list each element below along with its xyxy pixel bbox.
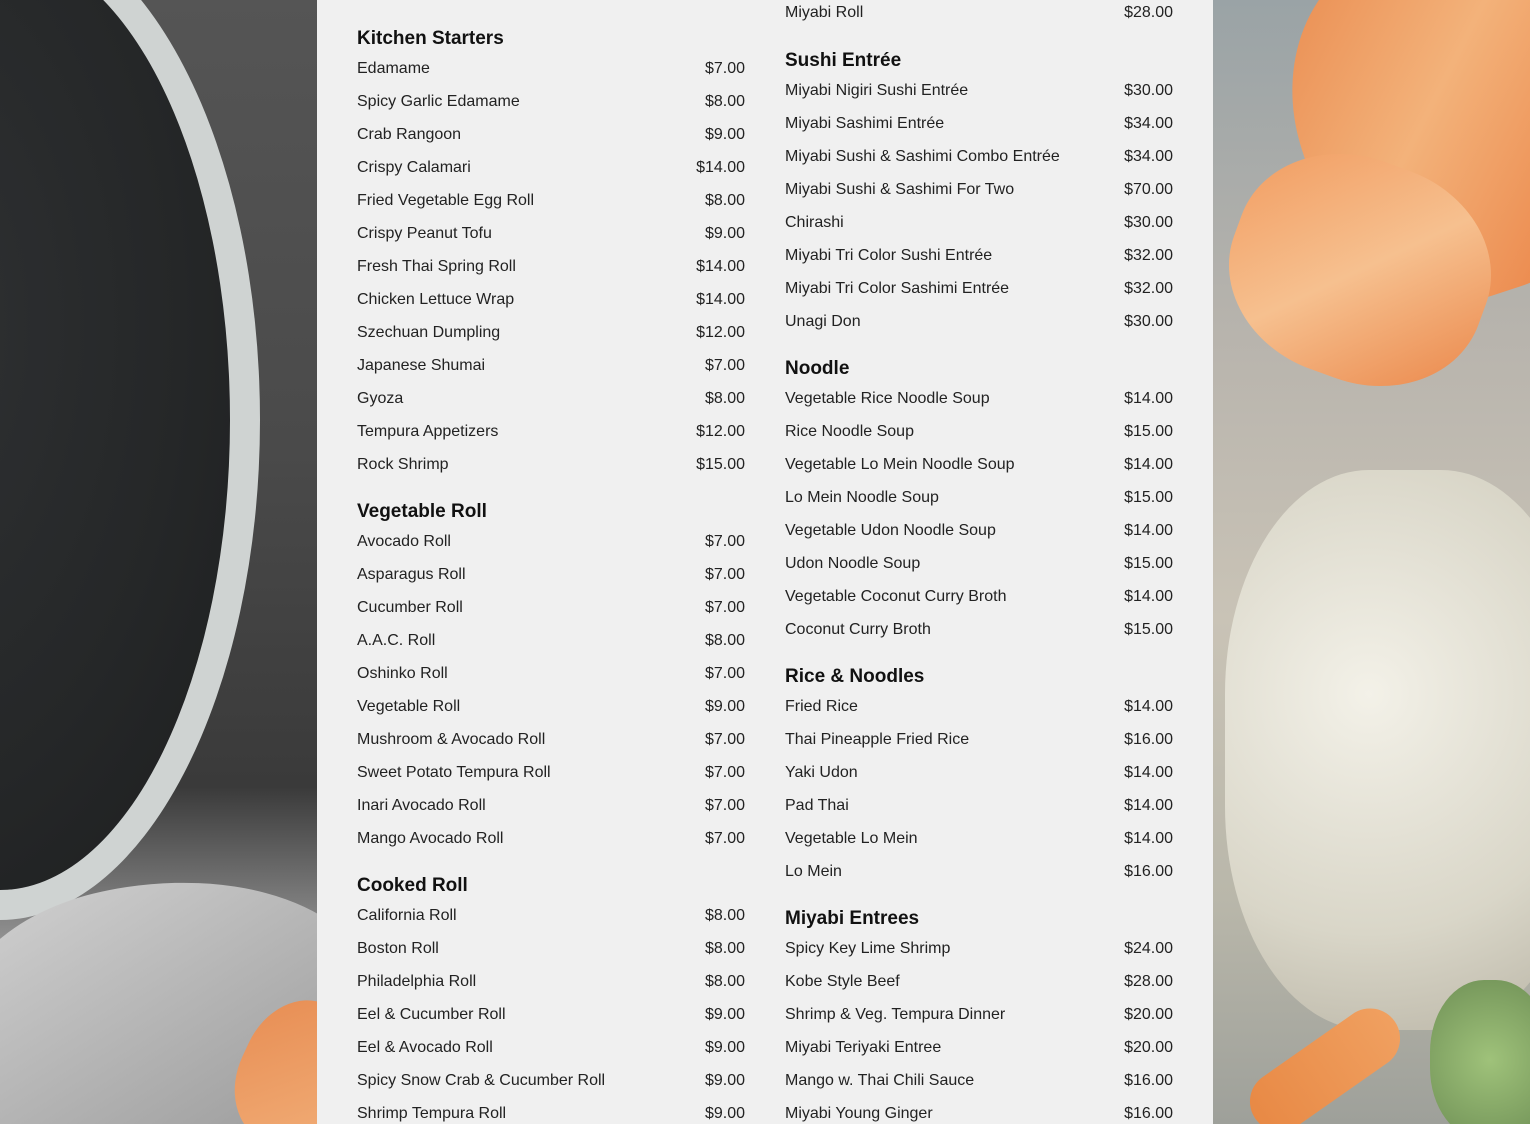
menu-item-cut xyxy=(357,0,745,6)
menu-item-price: $28.00 xyxy=(1124,973,1173,990)
menu-item xyxy=(785,280,1173,300)
menu-item-name: Miyabi Sushi & Sashimi Combo Entrée xyxy=(785,148,1060,165)
menu-item xyxy=(357,830,745,850)
section-title: Miyabi Entrees xyxy=(785,908,920,929)
section-title: Noodle xyxy=(785,358,850,379)
menu-item-name: Eel & Avocado Roll xyxy=(357,1039,493,1056)
menu-item-price: $8.00 xyxy=(704,940,745,957)
menu-item-price: $15.00 xyxy=(1124,423,1173,440)
menu-item-price: $30.00 xyxy=(1124,82,1173,99)
menu-item xyxy=(357,192,745,212)
menu-item xyxy=(785,214,1173,234)
menu-item-price: $7.00 xyxy=(704,764,745,781)
menu-item-name: Japanese Shumai xyxy=(357,357,486,374)
menu-item-name: Mango Avocado Roll xyxy=(357,830,504,847)
section-title: Cooked Roll xyxy=(357,875,468,896)
menu-item-name: Miyabi Nigiri Sushi Entrée xyxy=(785,82,969,99)
menu-item-name: Fried Vegetable Egg Roll xyxy=(357,192,534,209)
menu-item-name: Miyabi Tri Color Sushi Entrée xyxy=(785,247,993,264)
menu-item xyxy=(785,698,1173,718)
menu-item-price: $34.00 xyxy=(1124,115,1173,132)
menu-item-price: $14.00 xyxy=(1124,522,1173,539)
menu-item-price: $7.00 xyxy=(704,797,745,814)
menu-item-name: Coconut Curry Broth xyxy=(785,621,931,638)
menu-item-price: $8.00 xyxy=(704,632,745,649)
menu-item xyxy=(785,940,1173,960)
menu-item-price: $16.00 xyxy=(1124,1105,1173,1122)
menu-item-price: $34.00 xyxy=(1124,148,1173,165)
menu-item xyxy=(357,731,745,751)
menu-item xyxy=(785,1039,1173,1059)
menu-item xyxy=(357,698,745,718)
menu-item-name: Udon Noodle Soup xyxy=(785,555,921,572)
menu-item xyxy=(357,599,745,619)
menu-item-price: $20.00 xyxy=(1124,1039,1173,1056)
menu-item xyxy=(357,60,745,80)
menu-item xyxy=(357,764,745,784)
garnish-image xyxy=(1430,980,1530,1124)
menu-item-price: $32.00 xyxy=(1124,280,1173,297)
menu-item xyxy=(785,522,1173,542)
menu-item-name: Miyabi Young Ginger xyxy=(785,1105,933,1122)
menu-item-name: Tempura Appetizers xyxy=(357,423,499,440)
menu-item-name: Vegetable Rice Noodle Soup xyxy=(785,390,990,407)
menu-item-price: $7.00 xyxy=(704,60,745,77)
menu-item-name: Oshinko Roll xyxy=(357,665,448,682)
menu-item-name: Edamame xyxy=(357,60,430,77)
menu-item-name: Fried Rice xyxy=(785,698,858,715)
menu-item-price: $7.00 xyxy=(704,566,745,583)
menu-item-price: $14.00 xyxy=(1124,456,1173,473)
menu-item-price: $14.00 xyxy=(1124,797,1173,814)
menu-item-price: $7.00 xyxy=(704,830,745,847)
menu-item-price: $15.00 xyxy=(696,456,745,473)
menu-item xyxy=(357,258,745,278)
menu-item xyxy=(357,225,745,245)
menu-item-price: $7.00 xyxy=(704,731,745,748)
menu-item-price: $8.00 xyxy=(704,93,745,110)
menu-item-price: $7.00 xyxy=(704,665,745,682)
menu-item xyxy=(357,93,745,113)
menu-item-price: $24.00 xyxy=(1124,940,1173,957)
menu-item-price: $9.00 xyxy=(704,1072,745,1089)
menu-item-name: Unagi Don xyxy=(785,313,861,330)
menu-item xyxy=(357,566,745,586)
menu-item xyxy=(785,148,1173,168)
menu-item-name: Lo Mein xyxy=(785,863,842,880)
menu-item-name: Kobe Style Beef xyxy=(785,973,900,990)
menu-item xyxy=(785,181,1173,201)
menu-item-name: Miyabi Sushi & Sashimi For Two xyxy=(785,181,1015,198)
menu-item xyxy=(357,1072,745,1092)
menu-item-name: Boston Roll xyxy=(357,940,439,957)
menu-item xyxy=(785,863,1173,883)
menu-item-name: Shrimp Tempura Roll xyxy=(357,1105,507,1122)
menu-item-price: $7.00 xyxy=(704,357,745,374)
menu-item-name: Spicy Garlic Edamame xyxy=(357,93,520,110)
menu-item-name: Crab Rangoon xyxy=(357,126,462,143)
menu-item-price: $32.00 xyxy=(1124,247,1173,264)
menu-item-price: $30.00 xyxy=(1124,214,1173,231)
menu-item-name: Vegetable Lo Mein xyxy=(785,830,918,847)
menu-item xyxy=(785,731,1173,751)
menu-item-name: Sweet Potato Tempura Roll xyxy=(357,764,551,781)
menu-item-name: Yaki Udon xyxy=(785,764,858,781)
menu-item-name: Fresh Thai Spring Roll xyxy=(357,258,516,275)
menu-item-name: California Roll xyxy=(357,907,457,924)
menu-item-price: $8.00 xyxy=(704,907,745,924)
menu-item-price: $14.00 xyxy=(1124,390,1173,407)
menu-item xyxy=(785,764,1173,784)
menu-item-price: $14.00 xyxy=(696,291,745,308)
menu-item-name: Chicken Lettuce Wrap xyxy=(357,291,515,308)
menu-item-name: Chirashi xyxy=(785,214,844,231)
menu-item xyxy=(785,489,1173,509)
menu-item-price: $15.00 xyxy=(1124,555,1173,572)
menu-item xyxy=(357,357,745,377)
menu-item-name: Vegetable Roll xyxy=(357,698,461,715)
menu-item-name: Avocado Roll xyxy=(357,533,451,550)
menu-item-name: Gyoza xyxy=(357,390,404,407)
menu-item-name: Cucumber Roll xyxy=(357,599,463,616)
menu-item-name xyxy=(357,0,361,4)
section-title: Kitchen Starters xyxy=(357,28,504,49)
menu-item xyxy=(357,423,745,443)
menu-item-name: Rice Noodle Soup xyxy=(785,423,914,440)
menu-item xyxy=(785,797,1173,817)
menu-item xyxy=(357,291,745,311)
menu-item-price: $7.00 xyxy=(704,599,745,616)
menu-item xyxy=(785,456,1173,476)
menu-item-price: $7.00 xyxy=(704,533,745,550)
menu-item-name: Spicy Snow Crab & Cucumber Roll xyxy=(357,1072,606,1089)
menu-item-name: A.A.C. Roll xyxy=(357,632,436,649)
menu-item xyxy=(785,830,1173,850)
menu-item-price: $14.00 xyxy=(696,159,745,176)
menu-item-price: $16.00 xyxy=(1124,731,1173,748)
menu-item-name: Szechuan Dumpling xyxy=(357,324,501,341)
menu-item xyxy=(785,82,1173,102)
section-title: Vegetable Roll xyxy=(357,501,487,522)
menu-item-name: Lo Mein Noodle Soup xyxy=(785,489,939,506)
menu-item-price: $15.00 xyxy=(1124,621,1173,638)
menu-item xyxy=(357,126,745,146)
menu-item xyxy=(785,115,1173,135)
menu-item-name: Vegetable Lo Mein Noodle Soup xyxy=(785,456,1015,473)
menu-item xyxy=(357,665,745,685)
menu-panel xyxy=(317,0,1213,1124)
menu-item-price: $20.00 xyxy=(1124,1006,1173,1023)
menu-item-name: Crispy Peanut Tofu xyxy=(357,225,492,242)
menu-item xyxy=(785,973,1173,993)
menu-item-name: Mushroom & Avocado Roll xyxy=(357,731,546,748)
menu-item-price: $8.00 xyxy=(704,973,745,990)
menu-item-price: $9.00 xyxy=(704,1039,745,1056)
menu-item xyxy=(357,159,745,179)
menu-item xyxy=(357,973,745,993)
menu-item xyxy=(357,797,745,817)
menu-item-price: $28.00 xyxy=(1124,4,1173,21)
menu-item xyxy=(785,247,1173,267)
menu-item-price: $14.00 xyxy=(696,258,745,275)
menu-item-name: Shrimp & Veg. Tempura Dinner xyxy=(785,1006,1006,1023)
menu-item-price: $9.00 xyxy=(704,1006,745,1023)
menu-item xyxy=(357,940,745,960)
menu-item xyxy=(357,1039,745,1059)
menu-item xyxy=(785,4,1173,24)
menu-item-name: Mango w. Thai Chili Sauce xyxy=(785,1072,975,1089)
menu-item-name: Miyabi Sashimi Entrée xyxy=(785,115,945,132)
menu-item-price: $8.00 xyxy=(704,390,745,407)
menu-item-price: $14.00 xyxy=(1124,588,1173,605)
menu-item-price: $70.00 xyxy=(1124,181,1173,198)
menu-item-price: $15.00 xyxy=(1124,489,1173,506)
section-title: Sushi Entrée xyxy=(785,50,902,71)
menu-item-name: Miyabi Teriyaki Entree xyxy=(785,1039,942,1056)
section-title: Rice & Noodles xyxy=(785,666,925,687)
menu-item xyxy=(357,632,745,652)
menu-item xyxy=(785,1006,1173,1026)
menu-item-name: Crispy Calamari xyxy=(357,159,471,176)
menu-item-price: $9.00 xyxy=(704,126,745,143)
menu-item xyxy=(357,324,745,344)
menu-item-price: $12.00 xyxy=(696,423,745,440)
menu-item-name: Spicy Key Lime Shrimp xyxy=(785,940,951,957)
menu-item xyxy=(357,1006,745,1026)
menu-item-name: Vegetable Udon Noodle Soup xyxy=(785,522,996,539)
menu-item xyxy=(357,1105,745,1124)
menu-item-name: Miyabi Roll xyxy=(785,4,864,21)
menu-item xyxy=(785,1072,1173,1092)
menu-item xyxy=(785,313,1173,333)
menu-item-price: $9.00 xyxy=(704,698,745,715)
menu-item-price: $30.00 xyxy=(1124,313,1173,330)
menu-item xyxy=(357,456,745,476)
menu-item xyxy=(357,533,745,553)
menu-item-name: Vegetable Coconut Curry Broth xyxy=(785,588,1007,605)
menu-item-price: $8.00 xyxy=(704,192,745,209)
menu-item xyxy=(785,1105,1173,1124)
menu-item-price: $12.00 xyxy=(696,324,745,341)
menu-item xyxy=(357,907,745,927)
menu-item xyxy=(785,555,1173,575)
menu-item-name: Pad Thai xyxy=(785,797,849,814)
menu-item xyxy=(357,390,745,410)
menu-item-price: $14.00 xyxy=(1124,698,1173,715)
menu-item-name: Inari Avocado Roll xyxy=(357,797,486,814)
menu-item xyxy=(785,390,1173,410)
menu-item-price: $9.00 xyxy=(704,225,745,242)
menu-item-name: Rock Shrimp xyxy=(357,456,449,473)
menu-item-price: $9.00 xyxy=(704,1105,745,1122)
menu-item-price: $16.00 xyxy=(1124,863,1173,880)
menu-item-price: $16.00 xyxy=(1124,1072,1173,1089)
menu-item-price: $14.00 xyxy=(1124,764,1173,781)
menu-item-name: Asparagus Roll xyxy=(357,566,466,583)
menu-item-name: Thai Pineapple Fried Rice xyxy=(785,731,970,748)
rice-image xyxy=(1225,470,1530,1030)
menu-item xyxy=(785,423,1173,443)
menu-item-name: Philadelphia Roll xyxy=(357,973,477,990)
menu-item xyxy=(785,621,1173,641)
menu-item xyxy=(785,588,1173,608)
menu-item-name: Eel & Cucumber Roll xyxy=(357,1006,506,1023)
menu-item-price: $14.00 xyxy=(1124,830,1173,847)
menu-item-name: Miyabi Tri Color Sashimi Entrée xyxy=(785,280,1010,297)
